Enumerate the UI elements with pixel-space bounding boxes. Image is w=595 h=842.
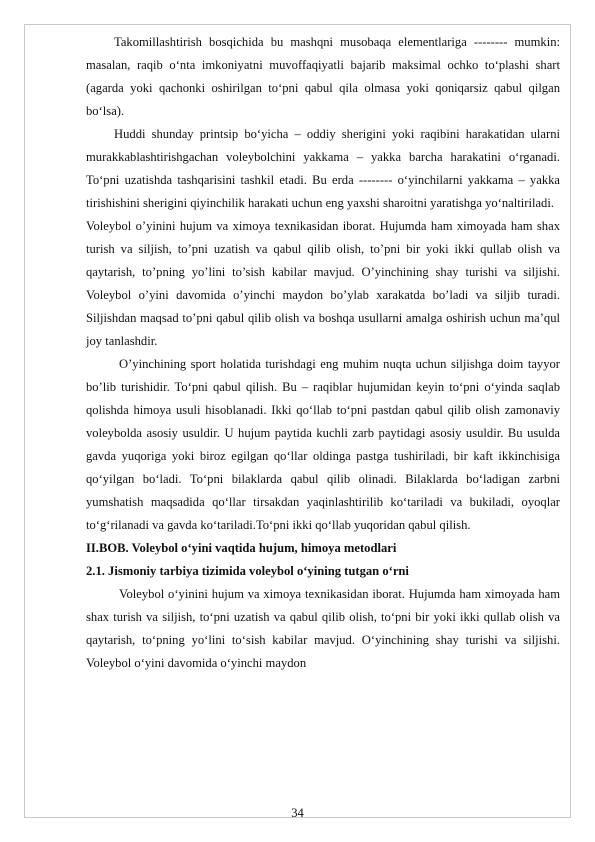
paragraph-4: O’yinchining sport holatida turishdagi eng muhim nuqta uchun siljishga doim tayyor bo’lib turishidir. To‘pni qabul qilish. Bu – raqiblar hujumidan keyin to‘pni o‘yinda saqlab qolishda himoya usuli hisoblanadi. Ikki qo‘llab to‘pni pastdan qabul qilib olish zamonaviy voleybolda asosiy usuldir. U hujum paytida kuchli zarb paytidagi asosiy usuldir. Bu usulda gavda yuqoriga yoki biroz egilgan qo‘llar oldinga pastga tushiriladi, bir kaft ikkinchisiga qo‘yilgan bo‘ladi. To‘pni bilaklarda qabul qilib olinadi. Bilaklarda bo‘ladigan zarbni yumshatish maqsadida qo‘llar tirsakdan yaqinlashtirilib ko‘tariladi va bukiladi, oyoqlar to‘g‘rilanadi va gavda ko‘tariladi.To‘pni ikki qo‘llab yuqoridan qabul qilish. — [86, 357, 560, 532]
chapter-heading: II.BOB. Voleybol o‘yini vaqtida hujum, himoya metodlari — [86, 541, 397, 555]
paragraph-3: Voleybol o’yinini hujum va ximoya texnikasidan iborat. Hujumda ham ximoyada ham shax turish va siljish, to’pni uzatish va qabul qilib olish, to’pni bir yoki ikki qullab olish va qaytarish, to’pning yo’lini to’sish kabilar mavjud. O’yinchining shay turishi va siljishi. Voleybol o’yini davomida o’yinchi maydon bo’ylab xarakatda bo’ladi va siljib turadi. Siljishdan maqsad to’pni qabul qilib olish va boshqa usullarni amalga oshirish uchun ma’qul joy tanlashdir. — [86, 219, 560, 348]
paragraph-1: Takomillashtirish bosqichida bu mashqni musobaqa elementlariga -------- mumkin: masalan, raqib o‘nta imkoniyatni muvoffaqiyatli bajarib maksimal ochko to‘plashi shart (agarda yoki qachonki oshirilgan to‘pni qabul qila olmasa yoki qoniqarsiz qabul qilgan bo‘lsa). — [86, 35, 560, 118]
document-body — [86, 31, 560, 675]
paragraph-2: Huddi shunday printsip bo‘yicha – oddiy sherigini yoki raqibini harakatidan ularni murakkablashtirishgachan voleybolchini yakkama – yakka barcha harakatini o‘rganadi. To‘pni uzatishda tashqarisini tashkil etadi. Bu erda -------- o‘yinchilarni yakkama – yakka tirishishini sherigini qiyinchilik harakati uchun eng yaxshi sharoitni yaratishga yo‘naltiriladi. — [86, 127, 560, 210]
paragraph-5: Voleybol o‘yinini hujum va ximoya texnikasidan iborat. Hujumda ham ximoyada ham shax turish va siljish, to‘pni uzatish va qabul qilib olish, to‘pni bir yoki ikki qullab olish va qaytarish, to‘pning yo‘lini to‘sish kabilar mavjud. O‘yinchining shay turishi va siljishi. Voleybol o‘yini davomida o‘yinchi maydon — [86, 587, 560, 670]
section-heading: 2.1. Jismoniy tarbiya tizimida voleybol o‘yining tutgan o‘rni — [86, 564, 409, 578]
page-number: 34 — [291, 806, 304, 820]
